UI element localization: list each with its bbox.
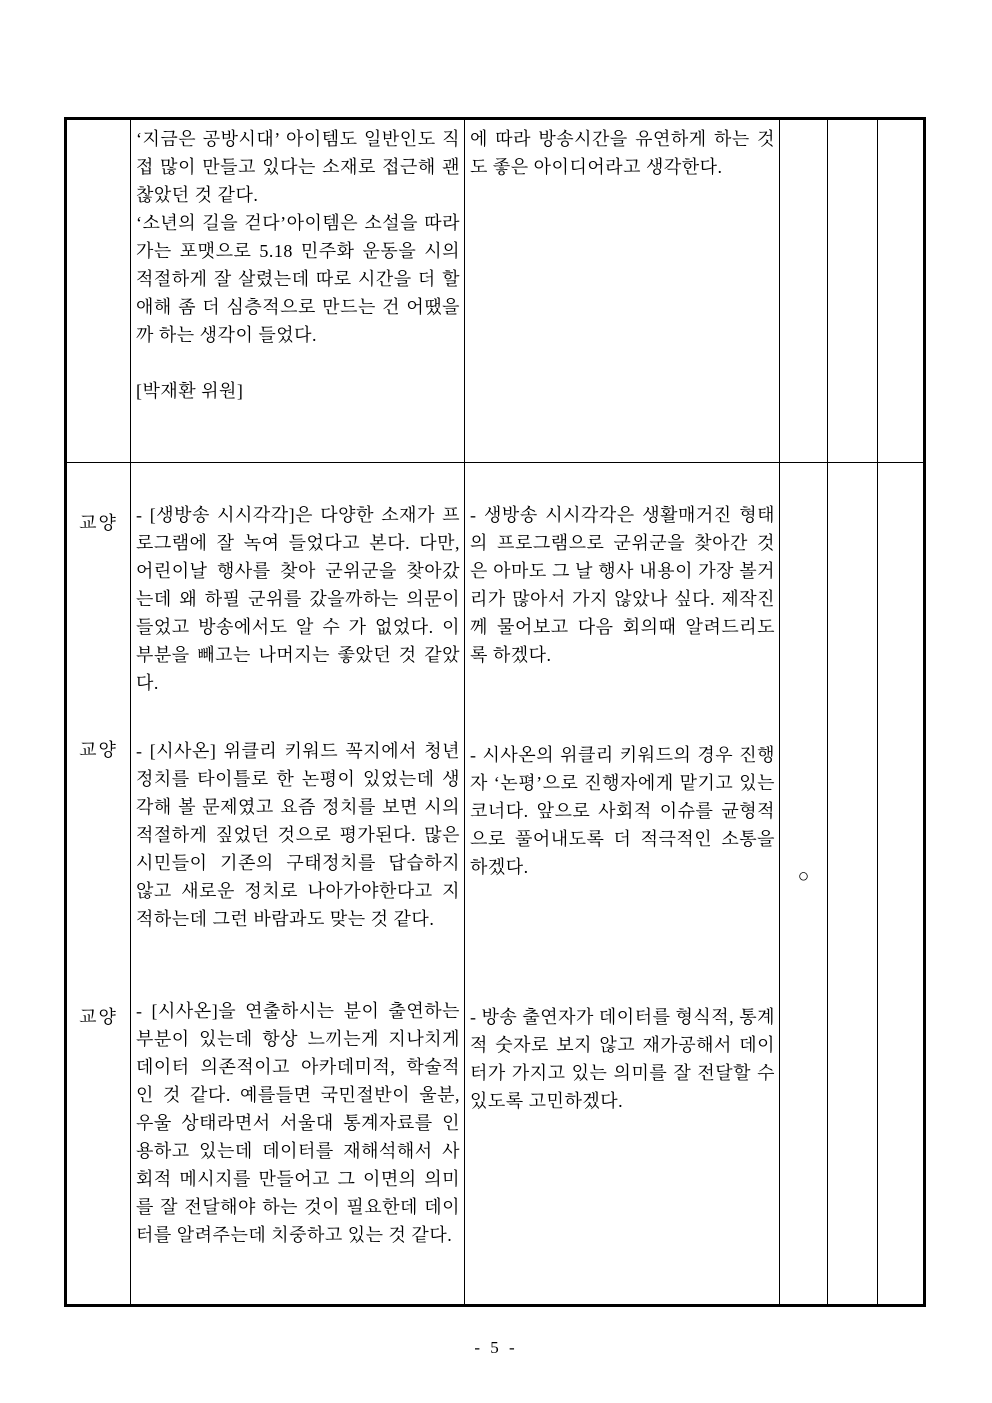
- response-cell-row1: [465, 120, 780, 463]
- category-label: 교양: [79, 1007, 118, 1027]
- empty-cell-row1-col5: [828, 120, 878, 463]
- opinion-paragraph: - [시사온]을 연출하시는 분이 출연하는 부분이 있는데 항상 느끼는게 지나치게 데이터 의존적이고 아카데미적, 학술적인 것 같다. 예를들면 국민절반이 울분, 우울 상태라면서 서울대 통계자료를 인용하고 있는데 데이터를 재해석해서 사회적 메시지를 만들어고 그 이면의 의미를 잘 전달해야 하는 것이 필요한데 데이터를 알려주는데 치중하고 있는 것 같다.: [136, 1001, 460, 1245]
- review-minutes-table: [64, 117, 926, 1307]
- response-paragraph: - 방송 출연자가 데이터를 형식적, 통계적 숫자로 보지 않고 재가공해서 데이터가 가지고 있는 의미를 잘 전달할 수 있도록 고민하겠다.: [470, 1007, 775, 1111]
- empty-cell-row1-col6: [878, 120, 923, 463]
- opinion-paragraph: - [시사온] 위클리 키워드 꼭지에서 청년정치를 타이틀로 한 논평이 있었는데 생각해 볼 문제였고 요즘 정치를 보면 시의적절하게 짚었던 것으로 평가된다. 많은 시민들이 기존의 구태정치를 답습하지 않고 새로운 정치로 나아가야한다고 지적하는데 그런 바람과도 맞는 것 같다.: [136, 741, 460, 929]
- opinion-paragraph: - [생방송 시시각각]은 다양한 소재가 프로그램에 잘 녹여 들었다고 본다. 다만, 어린이날 행사를 찾아 군위군을 찾아갔는데 왜 하필 군위를 갔을까하는 의문이 들었고 방송에서도 알 수 가 없었다. 이 부분을 빼고는 나머지는 좋았던 것 같았다.: [136, 505, 460, 693]
- category-label: 교양: [79, 513, 118, 533]
- mark-cell-row1: [780, 120, 828, 463]
- opinion-paragraph: ‘지금은 공방시대’ 아이템도 일반인도 직접 많이 만들고 있다는 소재로 접근해 괜찮았던 것 같다.: [136, 129, 460, 205]
- page-number: - 5 -: [474, 1338, 518, 1357]
- circle-mark: ○: [797, 866, 810, 887]
- mark-cell-row2: [780, 463, 828, 1304]
- empty-cell-row2-col6: [878, 463, 923, 1304]
- category-cell-row2: [67, 463, 131, 1304]
- category-label: 교양: [79, 740, 118, 760]
- response-paragraph: - 생방송 시시각각은 생활매거진 형태의 프로그램으로 군위군을 찾아간 것은 아마도 그 날 행사 내용이 가장 볼거리가 많아서 가지 않았나 싶다. 제작진께 물어보고 다음 회의때 알려드리도록 하겠다.: [470, 505, 775, 665]
- opinion-cell-row1: [131, 120, 465, 463]
- response-paragraph: 에 따라 방송시간을 유연하게 하는 것도 좋은 아이디어라고 생각한다.: [470, 129, 775, 177]
- category-cell-row1: [67, 120, 131, 463]
- opinion-paragraph: ‘소년의 길을 걷다’아이템은 소설을 따라가는 포맷으로 5.18 민주화 운동을 시의적절하게 잘 살렸는데 따로 시간을 더 할애해 좀 더 심층적으로 만드는 건 어땠을까 하는 생각이 들었다.: [136, 213, 460, 345]
- empty-cell-row2-col5: [828, 463, 878, 1304]
- response-paragraph: - 시사온의 위클리 키워드의 경우 진행자 ‘논평’으로 진행자에게 맡기고 있는 코너다. 앞으로 사회적 이슈를 균형적으로 풀어내도록 더 적극적인 소통을 하겠다.: [470, 745, 775, 877]
- response-cell-row2: [465, 463, 780, 1304]
- committee-member-signature: [박재환 위원]: [136, 381, 244, 401]
- opinion-cell-row2: [131, 463, 465, 1304]
